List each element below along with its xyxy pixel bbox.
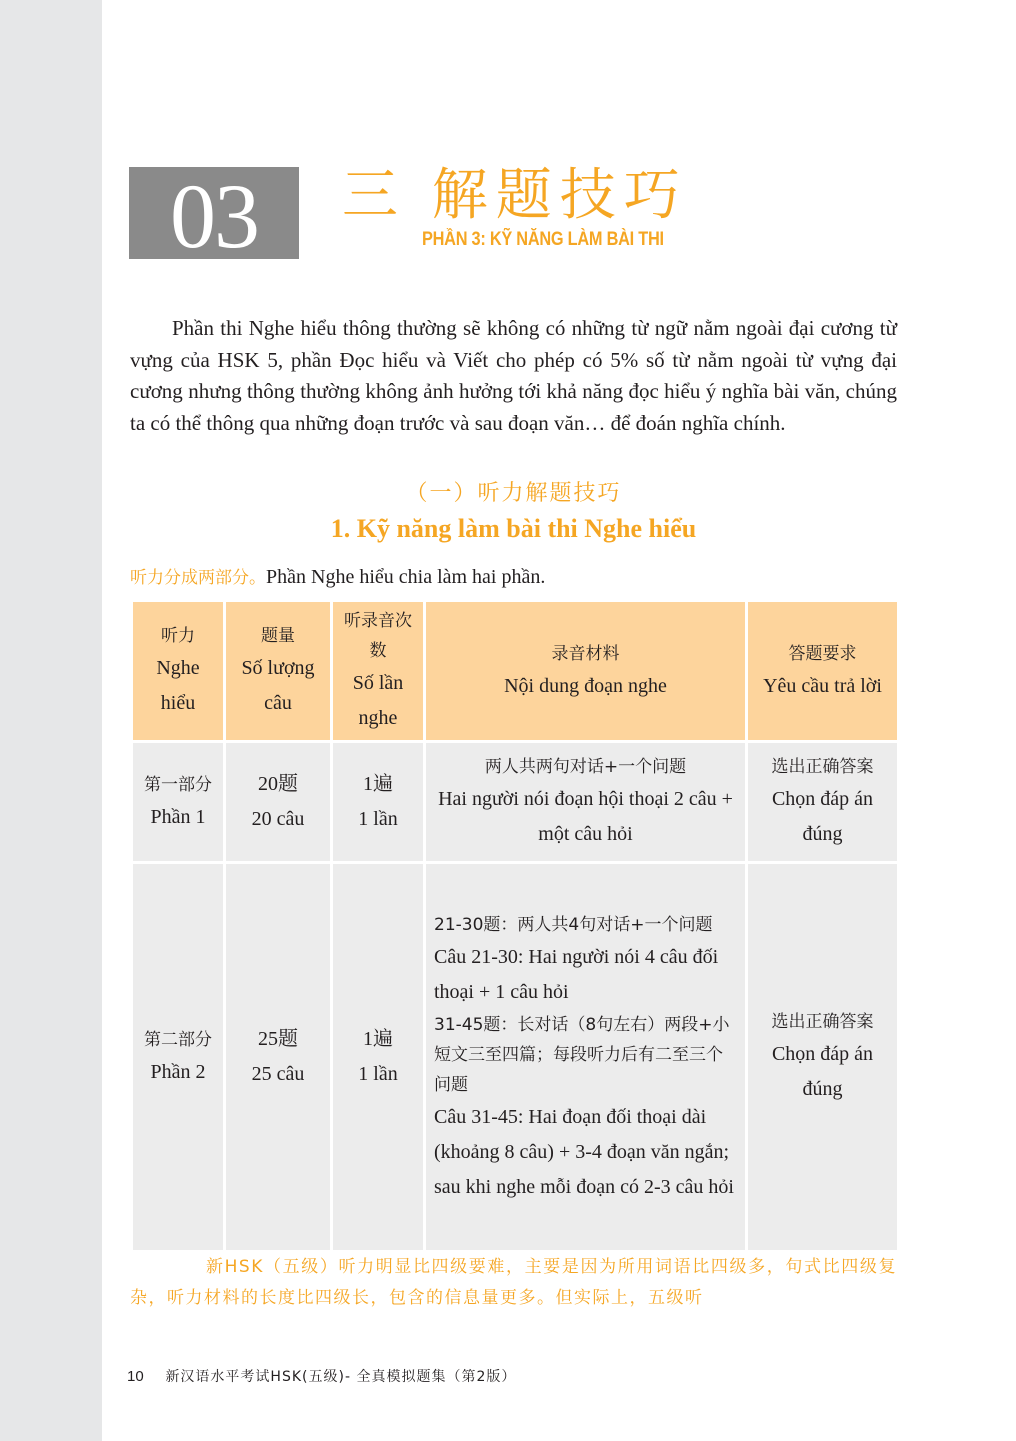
material-cell: 两人共两句对话+一个问题 Hai người nói đoạn hội thoại 2 câu + một câu hỏi xyxy=(425,742,747,863)
intro-paragraph: Phần thi Nghe hiểu thông thường sẽ không có những từ ngữ nằm ngoài đại cương từ vựng của HSK 5, phần Đọc hiểu và Viết cho phép có 5% số từ nằm ngoài từ vựng đại cương nhưng thông thường không ảnh hưởng tới khả năng đọc hiểu ý nghĩa bài văn, chúng ta có thể thông qua những đoạn trước và sau đoạn văn… để đoán nghĩa chính. xyxy=(130,316,897,435)
header-cell: 题量 Số lượng câu xyxy=(225,601,332,742)
split-text-cn: 听力分成两部分。 xyxy=(130,568,266,588)
header-cell: 听力 Nghe hiểu xyxy=(132,601,225,742)
part-cell: 第二部分 Phần 2 xyxy=(132,863,225,1252)
material-cell: 21-30题：两人共4句对话+一个问题 Câu 21-30: Hai người nói 4 câu đối thoại + 1 câu hỏi 31-45题：长对话（8句左右）两段+小短文三至四篇；每段听力后有二至三个问题 Câu 31-45: Hai đoạn đối thoại dài (khoảng 8 câu) + 3-4 đoạn văn ngắn; sau khi nghe mỗi đoạn có 2-3 câu hỏi xyxy=(425,863,747,1252)
side-margin-strip xyxy=(0,0,102,1441)
count-cell: 20题 20 câu xyxy=(225,742,332,863)
times-cell: 1遍 1 lần xyxy=(332,863,425,1252)
section-heading-cn: （一）听力解题技巧 xyxy=(405,481,622,506)
header-cell: 录音材料 Nội dung đoạn nghe xyxy=(425,601,747,742)
header-cell: 答题要求 Yêu cầu trả lời xyxy=(747,601,899,742)
chapter-title-vi: PHẦN 3: KỸ NĂNG LÀM BÀI THI xyxy=(422,229,664,250)
page-footer xyxy=(127,1366,516,1386)
table-header-row xyxy=(132,601,899,742)
chapter-number: 03 xyxy=(170,165,258,267)
chapter-number-box xyxy=(129,165,299,267)
section-heading-vi: 1. Kỹ năng làm bài thi Nghe hiểu xyxy=(330,514,697,543)
requirement-cell: 选出正确答案 Chọn đáp án đúng xyxy=(747,863,899,1252)
times-cell: 1遍 1 lần xyxy=(332,742,425,863)
page-number: 10 xyxy=(127,1368,144,1385)
table-row xyxy=(132,863,899,1252)
requirement-cell: 选出正确答案 Chọn đáp án đúng xyxy=(747,742,899,863)
listening-structure-table xyxy=(130,599,900,1253)
table-row xyxy=(132,742,899,863)
header-cell: 听录音次数 Số lần nghe xyxy=(332,601,425,742)
chapter-title-cn: 三 解题技巧 xyxy=(342,163,688,228)
count-cell: 25题 25 câu xyxy=(225,863,332,1252)
split-text-vi: Phần Nghe hiểu chia làm hai phần. xyxy=(266,566,546,588)
book-title: 新汉语水平考试HSK(五级)- 全真模拟题集（第2版） xyxy=(165,1369,517,1385)
note-paragraph-cn: 新HSK（五级）听力明显比四级要难，主要是因为所用词语比四级多，句式比四级复杂，听力材料的长度比四级长，包含的信息量更多。但实际上，五级听 xyxy=(130,1257,897,1308)
split-line xyxy=(130,563,545,589)
part-cell: 第一部分 Phần 1 xyxy=(132,742,225,863)
